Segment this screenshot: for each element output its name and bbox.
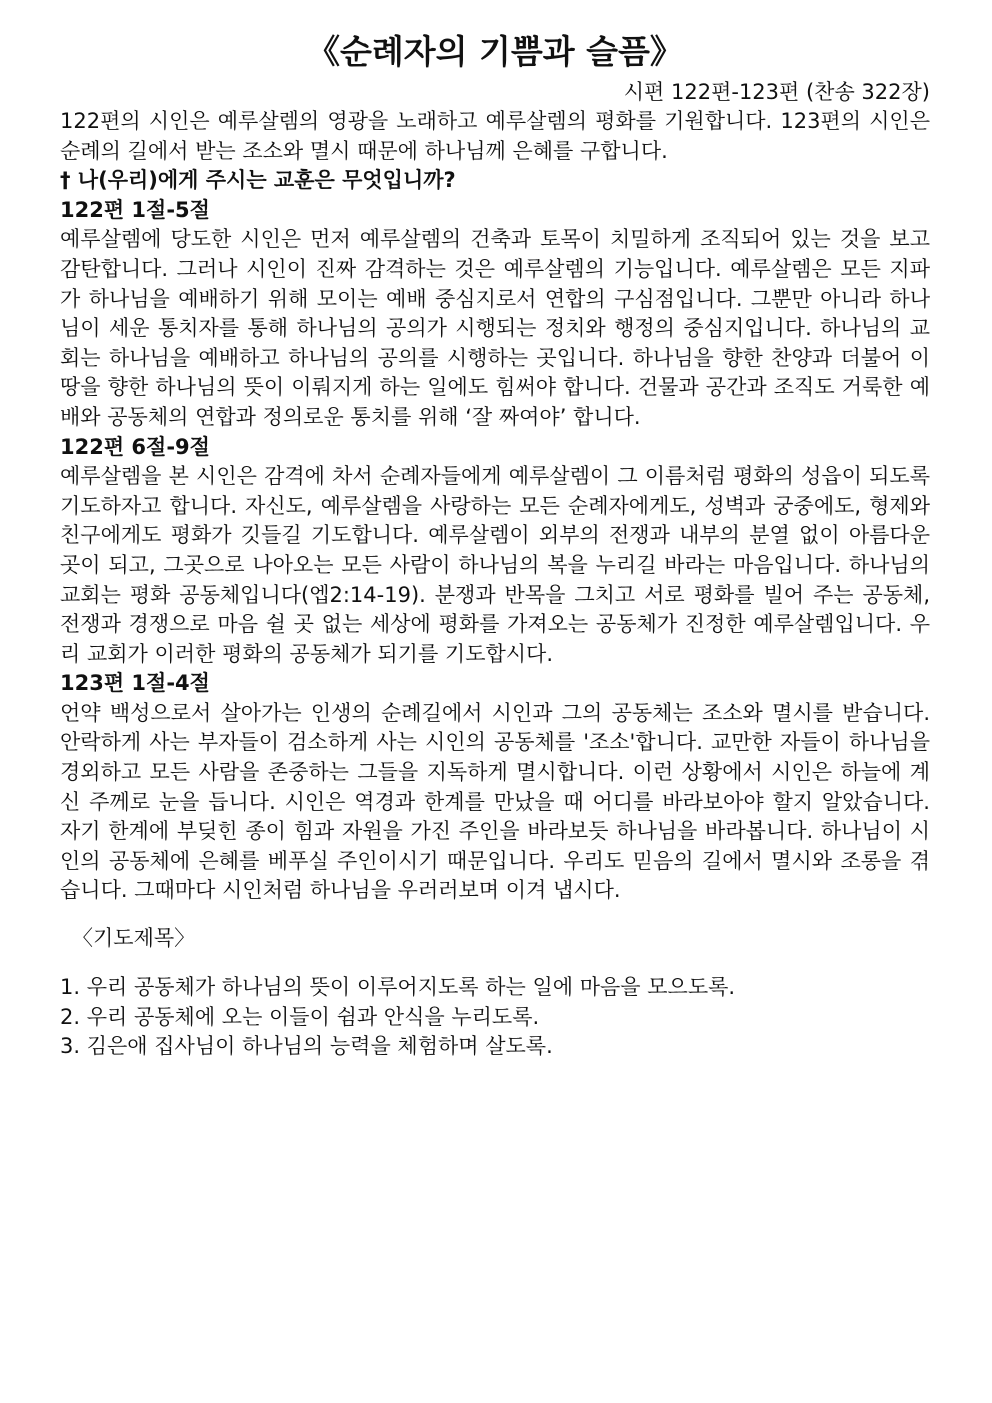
scripture-reference: 시편 122편-123편 (찬송 322장) [623,80,930,104]
prayer-item: 2. 우리 공동체에 오는 이들이 쉼과 안식을 누리도록. [60,1004,540,1029]
lesson-question: † 나(우리)에게 주시는 교훈은 무엇입니까? [60,168,456,193]
section-heading: 123편 1절-4절 [60,671,210,696]
intro-paragraph: 122편의 시인은 예루살렘의 영광을 노래하고 예루살렘의 평화를 기원합니다. 123편의 시인은 순례의 길에서 받는 조소와 멸시 때문에 하나님께 은혜를 구합니다. [60,109,930,163]
section-heading: 122편 1절-5절 [60,197,210,222]
section-123-1-4 [60,669,930,906]
prayer-item: 3. 김은애 집사님이 하나님의 능력을 체험하며 살도록. [60,1034,553,1059]
section-heading: 122편 6절-9절 [60,434,210,459]
page-title: 《순례자의 기쁨과 슬픔》 [307,32,683,71]
section-122-6-9 [60,433,930,670]
document-page [60,30,930,1062]
prayer-list [60,973,930,1062]
prayer-item: 1. 우리 공동체가 하나님의 뜻이 이루어지도록 하는 일에 마음을 모으도록. [60,975,736,1000]
section-122-1-5 [60,196,930,433]
section-body: 예루살렘에 당도한 시인은 먼저 예루살렘의 건축과 토목이 치밀하게 조직되어 있는 것을 보고 감탄합니다. 그러나 시인이 진짜 감격하는 것은 예루살렘의 기능입니다. 예루살렘은 모든 지파가 하나님을 예배하기 위해 모이는 예배 중심지로서 연합의 구심점입니다. 그뿐만 아니라 하나님이 세운 통치자를 통해 하나님의 공의가 시행되는 정치와 행정의 중심지입니다. 하나님의 교회는 하나님을 예배하고 하나님의 공의를 시행하는 곳입니다. 하나님을 향한 찬양과 더불어 이 땅을 향한 하나님의 뜻이 이뤄지게 하는 일에도 힘써야 합니다. 건물과 공간과 조직도 거룩한 예배와 공동체의 연합과 정의로운 통치를 위해 ‘잘 짜여야’ 합니다. [60,227,930,429]
prayer-title: 〈기도제목〉 [72,926,196,951]
section-body: 예루살렘을 본 시인은 감격에 차서 순례자들에게 예루살렘이 그 이름처럼 평화의 성읍이 되도록 기도하자고 합니다. 자신도, 예루살렘을 사랑하는 모든 순례자에게도, 성벽과 궁중에도, 형제와 친구에게도 평화가 깃들길 기도합니다. 예루살렘이 외부의 전쟁과 내부의 분열 없이 아름다운 곳이 되고, 그곳으로 나아오는 모든 사람이 하나님의 복을 누리길 바라는 마음입니다. 하나님의 교회는 평화 공동체입니다(엡2:14-19). 분쟁과 반목을 그치고 서로 평화를 빌어 주는 공동체, 전쟁과 경쟁으로 마음 쉴 곳 없는 세상에 평화를 가져오는 공동체가 진정한 예루살렘입니다. 우리 교회가 이러한 평화의 공동체가 되기를 기도합시다. [60,464,930,666]
section-body: 언약 백성으로서 살아가는 인생의 순례길에서 시인과 그의 공동체는 조소와 멸시를 받습니다. 안락하게 사는 부자들이 검소하게 사는 시인의 공동체를 '조소'합니다. 교만한 자들이 하나님을 경외하고 모든 사람을 존중하는 그들을 지독하게 멸시합니다. 이런 상황에서 시인은 하늘에 계신 주께로 눈을 듭니다. 시인은 역경과 한계를 만났을 때 어디를 바라보아야 할지 알았습니다. 자기 한계에 부딪힌 종이 힘과 자원을 가진 주인을 바라보듯 하나님을 바라봅니다. 하나님이 시인의 공동체에 은혜를 베푸실 주인이시기 때문입니다. 우리도 믿음의 길에서 멸시와 조롱을 겪습니다. 그때마다 시인처럼 하나님을 우러러보며 이겨 냅시다. [60,700,930,903]
